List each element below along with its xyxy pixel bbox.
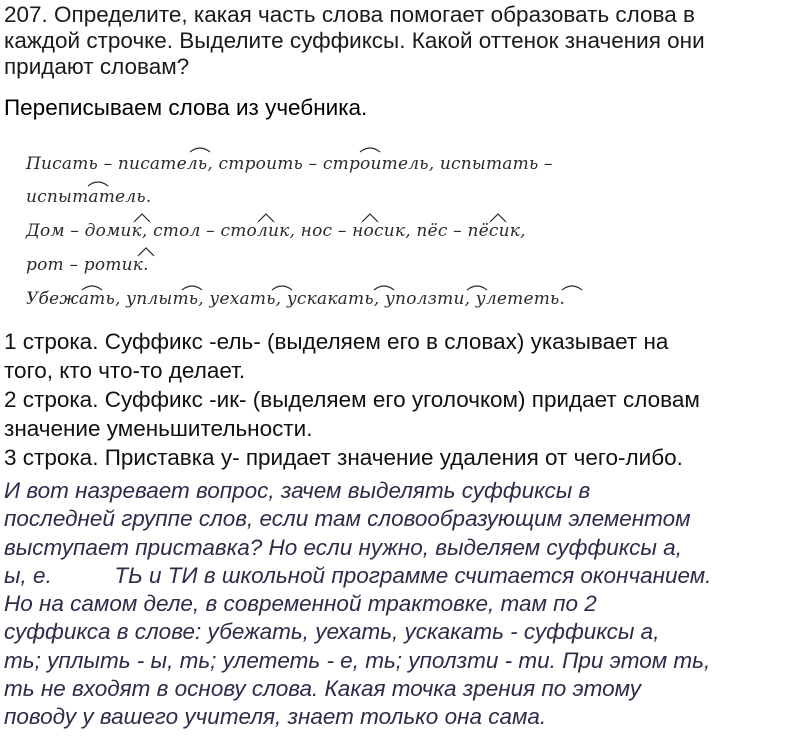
handwriting-svg [22,142,602,318]
suffix-arc-mark [360,148,380,152]
explanation-line: того, кто что-то делает. [4,358,246,383]
task-line: 207. Определите, какая часть слова помогает образовать слова в [4,2,695,27]
note-line: ть не входят в основу слова. Какая точка зрения по этому [4,676,642,702]
note-line: поводу у вашего учителя, знает только она сама. [4,704,547,730]
note-line: И вот назревает вопрос, зачем выделять суффиксы в [4,478,591,503]
explanation-text [4,327,796,472]
task-text [4,2,796,80]
explanation-line: 2 строка. Суффикс -ик- (выделяем его уголочком) придает словам [4,387,700,412]
task-line: придают словам? [4,54,190,79]
explanation-line: 1 строка. Суффикс -ель- (выделяем его в словах) указывает на [4,329,669,354]
handwriting-line: испытатель. [26,187,152,207]
suffix-arc-mark [88,182,108,186]
note-line: суффикса в слове: убежать, уехать, ускакать - суффиксы а, [4,619,660,645]
explanation-line: 3 строка. Приставка у- придает значение удаления от чего-либо. [4,445,683,470]
note-line: ть; уплыть - ы, ть; улететь - е, ть; уползти - ти. При этом ть, [4,647,711,673]
handwriting-line: Писать – писатель, строить – строитель, испытать – [26,154,553,174]
handwriting-line: Дом – домик, стол – столик, нос – носик, пёс – пёсик, [26,221,526,241]
suffix-arc-mark [190,148,210,152]
lead-text: Переписываем слова из учебника. [4,95,368,120]
handwriting-line: Убежать, уплыть, уехать, ускакать, уползти, улететь. [26,289,566,309]
handwriting-line: рот – ротик. [26,255,149,275]
note-text [4,477,796,732]
note-line: ы, е. ТЬ и ТИ в школьной программе считается окончанием. [4,562,712,588]
handwritten-answer-image [22,142,602,318]
explanation-line: значение уменьшительности. [4,416,313,441]
note-line: выступает приставка? Но если нужно, выделяем суффиксы а, [4,534,682,560]
note-line: последней группе слов, если там словообразующим элементом [4,506,691,532]
note-line: Но на самом деле, в современной трактовке, там по 2 [4,591,597,617]
task-line: каждой строчке. Выделите суффиксы. Какой оттенок значения они [4,28,705,53]
